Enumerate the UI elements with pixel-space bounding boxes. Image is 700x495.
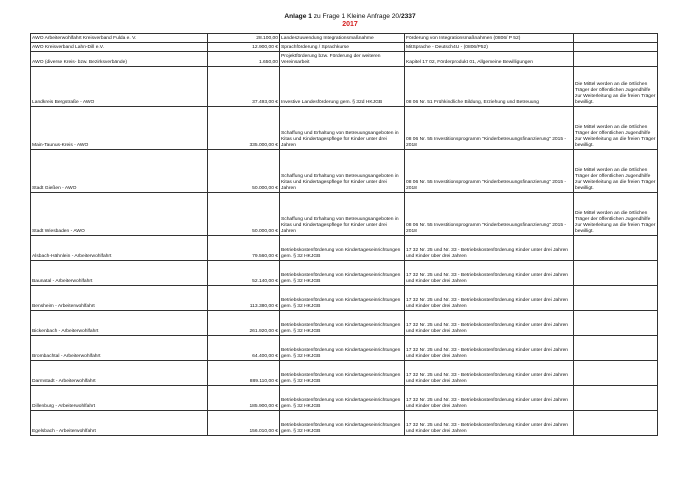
purpose-cell: Betriebskostenförderung von Kindertageseinrichtungen gem. § 32 HKJGB [280, 261, 405, 286]
purpose-cell: Projektförderung bzw. Förderung der weiteren Vereinsarbeit [280, 52, 405, 67]
title-prefix: Anlage 1 [284, 13, 312, 20]
budget-cell: MitSprache - Deutsch4U - (0806/P52) [405, 43, 574, 52]
table-row [31, 386, 658, 411]
table-row [31, 52, 658, 67]
amount-cell: 889.110,00 € [208, 361, 280, 386]
purpose-cell: Betriebskostenförderung von Kindertageseinrichtungen gem. § 32 HKJGB [280, 361, 405, 386]
purpose-cell: Betriebskostenförderung von Kindertageseinrichtungen gem. § 32 HKJGB [280, 286, 405, 311]
recipient-cell: Brombachtal - Arbeiterwohlfahrt [31, 336, 208, 361]
budget-cell: 08 06 Nr. 51 Frühkindliche Bildung, Erziehung und Betreuung [405, 67, 574, 107]
note-cell [574, 311, 658, 336]
table-row [31, 411, 658, 436]
amount-cell: 1.650,00 [208, 52, 280, 67]
recipient-cell: Bensheim - Arbeiterwohlfahrt [31, 286, 208, 311]
budget-cell: 17 32 Nr. 25 und Nr. 33 - Betriebskostenförderung Kinder unter drei Jahren und Kinder über drei Jahren [405, 361, 574, 386]
recipient-cell: Bickenbach - Arbeiterwohlfahrt [31, 311, 208, 336]
budget-cell: 17 32 Nr. 25 und Nr. 33 - Betriebskostenförderung Kinder unter drei Jahren und Kinder über drei Jahren [405, 236, 574, 261]
budget-cell: 08 06 Nr. 55 Investitionsprogramm "Kinderbetreuungsfinanzierung" 2015 - 2018 [405, 150, 574, 193]
table-row [31, 236, 658, 261]
purpose-cell: Schaffung und Erhaltung von Betreuungsangeboten in Kitas und Kindertagespflege für Kinder unter drei Jahren [280, 150, 405, 193]
table-row [31, 150, 658, 193]
purpose-cell: Betriebskostenförderung von Kindertageseinrichtungen gem. § 32 HKJGB [280, 411, 405, 436]
budget-cell: Förderung von Integrationsmaßnahmen (0806/ P 52) [405, 34, 574, 43]
amount-cell: 335.000,00 € [208, 107, 280, 150]
funding-table [30, 33, 658, 436]
budget-cell: 08 06 Nr. 55 Investitionsprogramm "Kinderbetreuungsfinanzierung" 2015 - 2018 [405, 193, 574, 236]
amount-cell: 28.100,00 [208, 34, 280, 43]
budget-cell: 17 32 Nr. 25 und Nr. 33 - Betriebskostenförderung Kinder unter drei Jahren und Kinder über drei Jahren [405, 261, 574, 286]
purpose-cell: Schaffung und Erhaltung von Betreuungsangeboten in Kitas und Kindertagespflege für Kinder unter drei Jahren [280, 193, 405, 236]
note-cell: Die Mittel werden an die örtlichen Träger der öffentlichen Jugendhilfe zur Weiterleitung an die freien Träger bewilligt. [574, 107, 658, 150]
recipient-cell: Egelsbach - Arbeiterwohlfahrt [31, 411, 208, 436]
recipient-cell: AWO (diverse Kreis- bzw. Bezirksverbände) [31, 52, 208, 67]
note-cell [574, 386, 658, 411]
budget-cell: 17 32 Nr. 25 und Nr. 33 - Betriebskostenförderung Kinder unter drei Jahren und Kinder über drei Jahren [405, 286, 574, 311]
note-cell [574, 43, 658, 52]
recipient-cell: AWO Arbeiterwohlfahrt Kreisverband Fulda e. V. [31, 34, 208, 43]
recipient-cell: Landkreis Bergstraße - AWO [31, 67, 208, 107]
budget-cell: 17 32 Nr. 25 und Nr. 33 - Betriebskostenförderung Kinder unter drei Jahren und Kinder über drei Jahren [405, 311, 574, 336]
budget-cell: 17 32 Nr. 25 und Nr. 33 - Betriebskostenförderung Kinder unter drei Jahren und Kinder über drei Jahren [405, 386, 574, 411]
amount-cell: 185.900,00 € [208, 386, 280, 411]
title-number: 2337 [400, 13, 416, 20]
note-cell [574, 336, 658, 361]
table-row [31, 43, 658, 52]
note-cell [574, 286, 658, 311]
recipient-cell: Darmstadt - Arbeiterwohlfahrt [31, 361, 208, 386]
title-middle: zu Frage 1 Kleine Anfrage 20/ [311, 13, 401, 20]
note-cell: Die Mittel werden an die örtlichen Träger der öffentlichen Jugendhilfe zur Weiterleitung an die freien Träger bewilligt. [574, 193, 658, 236]
recipient-cell: AWO Kreisverband Lahn-Dill e.V. [31, 43, 208, 52]
note-cell [574, 261, 658, 286]
note-cell [574, 34, 658, 43]
table-row [31, 193, 658, 236]
table-row [31, 286, 658, 311]
recipient-cell: Dillenburg - Arbeiterwohlfahrt [31, 386, 208, 411]
recipient-cell: Alsbach-Hähnlein - Arbeiterwohlfahrt [31, 236, 208, 261]
budget-cell: 17 32 Nr. 25 und Nr. 33 - Betriebskostenförderung Kinder unter drei Jahren und Kinder über drei Jahren [405, 411, 574, 436]
note-cell: Die Mittel werden an die örtlichen Träger der öffentlichen Jugendhilfe zur Weiterleitung an die freien Träger bewilligt. [574, 67, 658, 107]
amount-cell: 52.140,00 € [208, 261, 280, 286]
purpose-cell: Investive Landesförderung gem. § 32d HKJGB [280, 67, 405, 107]
document-title [0, 13, 700, 21]
amount-cell: 50.000,00 € [208, 150, 280, 193]
recipient-cell: Stadt Wiesbaden - AWO [31, 193, 208, 236]
budget-cell: Kapitel 17 02, Förderprodukt 01, Allgemeine Bewilligungen [405, 52, 574, 67]
table-row [31, 361, 658, 386]
amount-cell: 50.000,00 € [208, 193, 280, 236]
note-cell [574, 411, 658, 436]
purpose-cell: Sprachförderung / Sprachkurse [280, 43, 405, 52]
table-row [31, 67, 658, 107]
purpose-cell: Betriebskostenförderung von Kindertageseinrichtungen gem. § 32 HKJGB [280, 236, 405, 261]
budget-cell: 17 32 Nr. 25 und Nr. 33 - Betriebskostenförderung Kinder unter drei Jahren und Kinder über drei Jahren [405, 336, 574, 361]
table-row [31, 311, 658, 336]
table-row [31, 107, 658, 150]
recipient-cell: Baunatal - Arbeiterwohlfahrt [31, 261, 208, 286]
table-row [31, 34, 658, 43]
amount-cell: 113.380,00 € [208, 286, 280, 311]
table-row [31, 336, 658, 361]
recipient-cell: Stadt Gießen - AWO [31, 150, 208, 193]
amount-cell: 12.900,00 € [208, 43, 280, 52]
note-cell [574, 361, 658, 386]
purpose-cell: Betriebskostenförderung von Kindertageseinrichtungen gem. § 32 HKJGB [280, 311, 405, 336]
purpose-cell: Schaffung und Erhaltung von Betreuungsangeboten in Kitas und Kindertagespflege für Kinder unter drei Jahren [280, 107, 405, 150]
amount-cell: 79.560,00 € [208, 236, 280, 261]
recipient-cell: Main-Taunus-Kreis - AWO [31, 107, 208, 150]
note-cell: Die Mittel werden an die örtlichen Träger der öffentlichen Jugendhilfe zur Weiterleitung an die freien Träger bewilligt. [574, 150, 658, 193]
amount-cell: 261.920,00 € [208, 311, 280, 336]
amount-cell: 37.493,00 € [208, 67, 280, 107]
table-row [31, 261, 658, 286]
amount-cell: 64.400,00 € [208, 336, 280, 361]
purpose-cell: Betriebskostenförderung von Kindertageseinrichtungen gem. § 32 HKJGB [280, 336, 405, 361]
amount-cell: 156.010,00 € [208, 411, 280, 436]
note-cell [574, 52, 658, 67]
budget-cell: 08 06 Nr. 55 Investitionsprogramm "Kinderbetreuungsfinanzierung" 2015 - 2018 [405, 107, 574, 150]
note-cell [574, 236, 658, 261]
document-year: 2017 [342, 21, 358, 28]
purpose-cell: Betriebskostenförderung von Kindertageseinrichtungen gem. § 32 HKJGB [280, 386, 405, 411]
purpose-cell: Landeszuwendung Integrationsmaßnahme [280, 34, 405, 43]
